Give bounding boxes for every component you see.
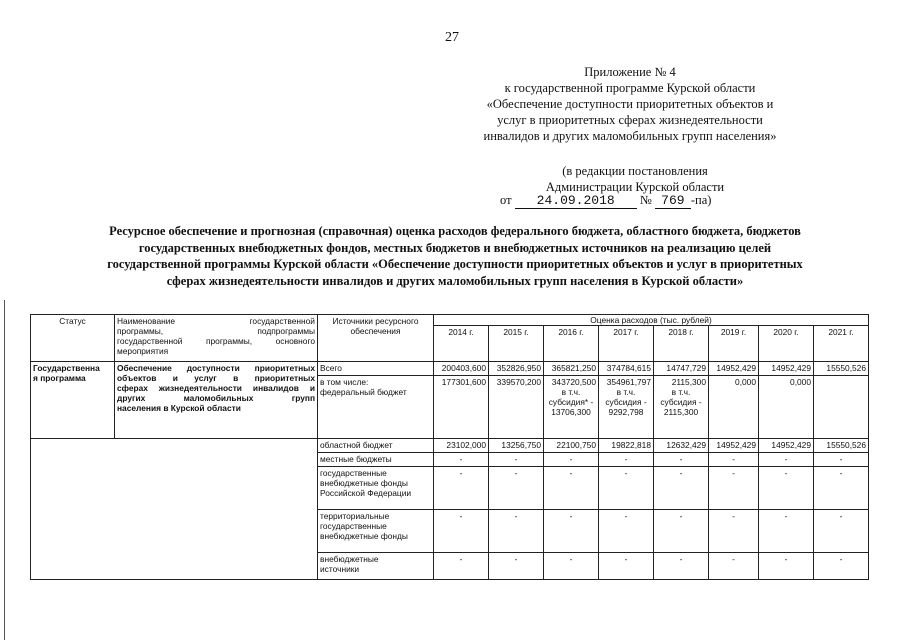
- year-header: 2019 г.: [709, 326, 759, 362]
- header-name-line: государственной программы, основного: [117, 336, 315, 346]
- source-line: государственные: [320, 521, 387, 531]
- value-line: -: [514, 554, 518, 564]
- value-line: 12632,429: [666, 440, 706, 450]
- value-cell: [544, 362, 599, 376]
- appendix-line: «Обеспечение доступности приоритетных объектов и: [486, 97, 774, 111]
- title-line: сферах жизнедеятельности инвалидов и других маломобильных групп населения в Курской области»: [166, 273, 744, 288]
- value-cell: [599, 553, 654, 580]
- value-cell: [814, 376, 869, 439]
- value-cell: [654, 439, 709, 453]
- value-cell: [434, 553, 489, 580]
- table-row: [31, 362, 869, 376]
- source-cell: [318, 553, 434, 580]
- value-cell: [599, 362, 654, 376]
- year-header: 2018 г.: [654, 326, 709, 362]
- program-status: [31, 362, 115, 439]
- value-cell: [434, 467, 489, 510]
- appendix-line: услуг в приоритетных сферах жизнедеятельности: [497, 113, 763, 127]
- value-cell: [434, 510, 489, 553]
- value-line: 14952,429: [716, 440, 756, 450]
- empty-cell: [31, 439, 318, 580]
- value-line: 374784,615: [606, 363, 651, 373]
- value-cell: [434, 362, 489, 376]
- value-line: в т.ч.: [616, 387, 636, 397]
- value-line: -: [732, 511, 735, 521]
- value-cell: [544, 467, 599, 510]
- value-cell: [709, 376, 759, 439]
- value-line: субсидия -: [660, 397, 702, 407]
- value-line: -: [784, 454, 788, 464]
- header-sources-line: Источники ресурсного: [332, 316, 419, 326]
- value-cell: [654, 362, 709, 376]
- source-line: местные бюджеты: [320, 454, 392, 464]
- header-status: Статус: [31, 315, 115, 362]
- value-line: 14747,729: [666, 363, 706, 373]
- value-cell: [759, 553, 814, 580]
- value-cell: [759, 376, 814, 439]
- value-line: -: [459, 468, 463, 478]
- value-cell: [759, 467, 814, 510]
- value-cell: [814, 453, 869, 467]
- value-cell: [654, 467, 709, 510]
- value-line: -: [569, 454, 573, 464]
- value-line: в т.ч.: [671, 387, 691, 397]
- title-line: государственной программы Курской области «Обеспечение доступности приоритетных объектов и услуг в приоритетных: [107, 257, 803, 271]
- value-cell: [814, 362, 869, 376]
- value-line: -: [569, 468, 573, 478]
- appendix-header: [470, 64, 790, 144]
- header-name: [115, 315, 318, 362]
- value-cell: [489, 376, 544, 439]
- value-line: -: [839, 454, 843, 464]
- value-line: 14952,429: [771, 440, 811, 450]
- value-line: -: [624, 468, 628, 478]
- document-reference: [500, 193, 780, 209]
- value-line: 19822,818: [611, 440, 651, 450]
- value-line: 0,000: [790, 377, 811, 387]
- number-label: №: [639, 193, 652, 207]
- document-title: [40, 223, 870, 289]
- value-cell: [654, 376, 709, 439]
- program-status-line: я программа: [33, 373, 86, 383]
- value-line: 2115,300: [663, 407, 699, 417]
- value-cell: [599, 376, 654, 439]
- source-cell: [318, 453, 434, 467]
- document-number: 769: [655, 193, 691, 209]
- value-line: -: [459, 454, 463, 464]
- source-cell: [318, 376, 434, 439]
- value-cell: [599, 467, 654, 510]
- program-name-line: Обеспечение доступности приоритетных: [117, 363, 315, 373]
- value-line: -: [459, 554, 463, 564]
- value-cell: [434, 376, 489, 439]
- edition-line: (в редакции постановления: [562, 164, 708, 178]
- value-line: 14952,429: [771, 363, 811, 373]
- value-cell: [434, 439, 489, 453]
- value-cell: [709, 362, 759, 376]
- value-cell: [489, 510, 544, 553]
- value-line: 200403,600: [441, 363, 486, 373]
- header-row: [31, 315, 869, 326]
- source-line: в том числе:: [320, 377, 369, 387]
- source-line: внебюджетные фонды: [320, 478, 408, 488]
- value-line: -: [624, 511, 628, 521]
- value-line: 352826,950: [496, 363, 541, 373]
- value-cell: [709, 510, 759, 553]
- value-line: -: [839, 468, 843, 478]
- value-line: -: [839, 554, 843, 564]
- table-row: [31, 439, 869, 453]
- program-name: [115, 362, 318, 439]
- value-line: 15550,526: [826, 440, 866, 450]
- value-line: 365821,250: [551, 363, 596, 373]
- value-line: 23102,000: [446, 440, 486, 450]
- header-name-line: Наименование государственной: [117, 316, 315, 326]
- value-line: 177301,600: [441, 377, 486, 387]
- year-header: 2020 г.: [759, 326, 814, 362]
- value-line: -: [679, 554, 683, 564]
- value-cell: [599, 453, 654, 467]
- value-cell: [544, 453, 599, 467]
- value-line: в т.ч.: [561, 387, 581, 397]
- source-line: Всего: [320, 363, 342, 373]
- source-cell: [318, 467, 434, 510]
- year-header: 2016 г.: [544, 326, 599, 362]
- value-line: -: [679, 454, 683, 464]
- value-cell: [709, 553, 759, 580]
- header-name-line: программы, подпрограммы: [117, 326, 315, 336]
- value-line: 13256,750: [501, 440, 541, 450]
- value-cell: [544, 439, 599, 453]
- header-sources: [318, 315, 434, 362]
- value-cell: [654, 510, 709, 553]
- appendix-line: Приложение № 4: [584, 65, 676, 79]
- value-line: 2115,300: [671, 377, 706, 387]
- value-line: -: [514, 511, 518, 521]
- value-line: 354961,797: [606, 377, 651, 387]
- document-suffix: -па): [690, 193, 712, 207]
- value-line: -: [679, 511, 683, 521]
- year-header: 2017 г.: [599, 326, 654, 362]
- value-line: -: [514, 454, 518, 464]
- value-line: 15550,526: [826, 363, 866, 373]
- header-name-line: мероприятия: [117, 346, 169, 356]
- document-date: 24.09.2018: [515, 193, 637, 209]
- appendix-line: к государственной программе Курской области: [504, 81, 756, 95]
- value-cell: [544, 510, 599, 553]
- value-cell: [654, 453, 709, 467]
- value-line: субсидия* -: [548, 397, 594, 407]
- from-label: от: [500, 193, 512, 207]
- value-line: -: [514, 468, 518, 478]
- source-line: областной бюджет: [320, 440, 393, 450]
- value-line: -: [784, 554, 788, 564]
- value-cell: [759, 510, 814, 553]
- value-cell: [814, 510, 869, 553]
- value-line: -: [732, 454, 735, 464]
- source-line: федеральный бюджет: [320, 387, 407, 397]
- value-line: -: [732, 554, 735, 564]
- value-cell: [759, 453, 814, 467]
- source-cell: [318, 510, 434, 553]
- header-estimate: Оценка расходов (тыс. рублей): [434, 315, 869, 326]
- title-line: Ресурсное обеспечение и прогнозная (справочная) оценка расходов федерального бюджета, областного бюджета, бюджетов: [109, 224, 801, 238]
- value-line: -: [624, 554, 628, 564]
- source-line: территориальные: [320, 511, 390, 521]
- program-name-line: других маломобильных групп: [117, 393, 315, 403]
- value-line: -: [839, 511, 843, 521]
- value-cell: [489, 362, 544, 376]
- value-line: 9292,798: [608, 407, 644, 417]
- source-cell: [318, 362, 434, 376]
- value-line: субсидия -: [605, 397, 647, 407]
- program-name-line: населения в Курской области: [117, 403, 241, 413]
- value-cell: [489, 453, 544, 467]
- value-line: -: [679, 468, 683, 478]
- edition-line: Администрации Курской области: [545, 180, 725, 194]
- page-number: 27: [445, 30, 459, 45]
- title-line: государственных внебюджетных фондов, местных бюджетов и внебюджетных источников на реализацию целей: [138, 240, 772, 255]
- source-line: источники: [320, 564, 360, 574]
- program-status-line: Государственна: [33, 363, 100, 373]
- value-cell: [599, 510, 654, 553]
- program-name-line: объектов и услуг в приоритетных: [117, 373, 315, 383]
- scan-edge-line: [4, 300, 5, 640]
- edition-note: [520, 163, 750, 195]
- value-line: -: [459, 511, 463, 521]
- value-cell: [709, 439, 759, 453]
- value-cell: [544, 553, 599, 580]
- value-cell: [709, 467, 759, 510]
- year-header: 2021 г.: [814, 326, 869, 362]
- source-line: внебюджетные фонды: [320, 531, 408, 541]
- value-line: 339570,200: [496, 377, 541, 387]
- year-header: 2014 г.: [434, 326, 489, 362]
- value-line: 0,000: [735, 377, 756, 387]
- value-cell: [759, 439, 814, 453]
- value-cell: [709, 453, 759, 467]
- table-body: [31, 362, 869, 580]
- value-cell: [759, 362, 814, 376]
- value-line: -: [732, 468, 735, 478]
- source-line: Российской Федерации: [320, 488, 412, 498]
- value-cell: [489, 467, 544, 510]
- value-line: -: [569, 511, 573, 521]
- value-cell: [814, 439, 869, 453]
- value-cell: [814, 553, 869, 580]
- value-cell: [434, 453, 489, 467]
- value-line: -: [624, 454, 628, 464]
- value-line: 13706,300: [551, 407, 591, 417]
- value-cell: [814, 467, 869, 510]
- value-line: -: [784, 468, 788, 478]
- resource-table: [30, 314, 869, 580]
- appendix-line: инвалидов и других маломобильных групп населения»: [483, 129, 777, 143]
- value-cell: [654, 553, 709, 580]
- value-cell: [489, 439, 544, 453]
- value-line: -: [569, 554, 573, 564]
- value-cell: [544, 376, 599, 439]
- source-cell: [318, 439, 434, 453]
- value-line: 343720,500: [551, 377, 596, 387]
- header-sources-line: обеспечения: [350, 326, 401, 336]
- source-line: внебюджетные: [320, 554, 379, 564]
- value-line: 14952,429: [716, 363, 756, 373]
- program-name-line: сферах жизнедеятельности инвалидов и: [117, 383, 315, 393]
- value-line: -: [784, 511, 788, 521]
- source-line: государственные: [320, 468, 387, 478]
- value-cell: [599, 439, 654, 453]
- value-cell: [489, 553, 544, 580]
- year-header: 2015 г.: [489, 326, 544, 362]
- value-line: 22100,750: [556, 440, 596, 450]
